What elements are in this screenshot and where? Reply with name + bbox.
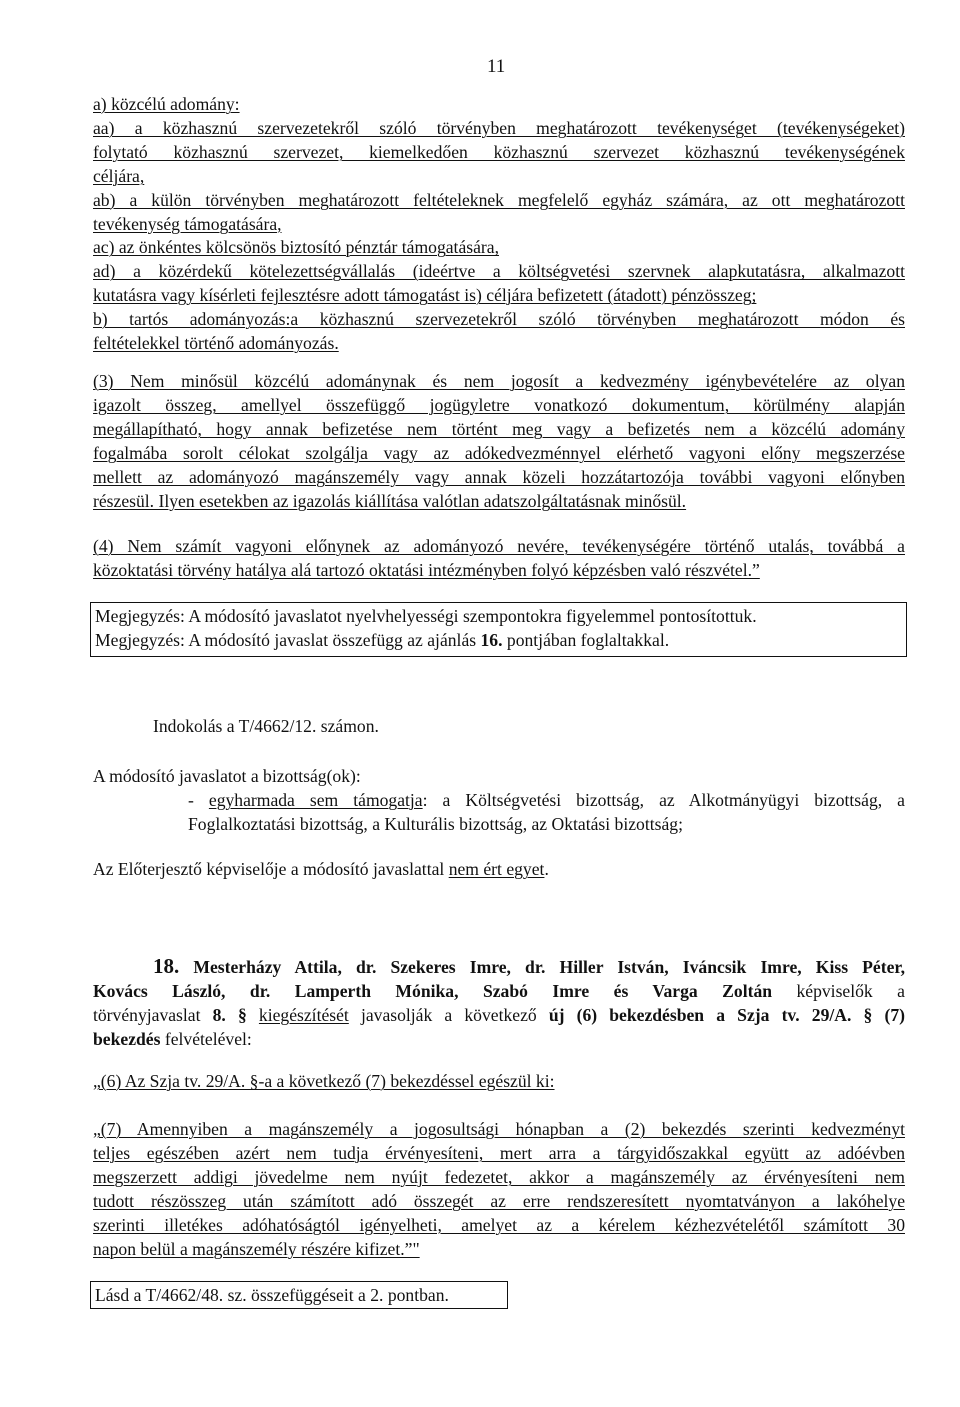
amendment-action: kiegészítését xyxy=(258,1004,349,1025)
committee-verdict-label: egyharmada sem támogatja xyxy=(208,790,423,810)
list-line: ab) a külön törvényben meghatározott feltételeknek megfelelő egyház számára, az ott meghatározott xyxy=(93,189,905,210)
quote-line: megszerzett addigi jövedelme nem nyújt fedezetet, akkor a magánszemély az érvényesíteni nem xyxy=(93,1166,905,1187)
para3-line: megállapítható, hogy annak befizetése nem történt meg vagy a befizetés nem a közcélú adomány xyxy=(93,418,905,439)
para4-line: (4) Nem számít vagyoni előnynek az adományozó nevére, tevékenységére történő utalás, továbbá a xyxy=(93,536,905,556)
quote-intro: „(6) Az Szja tv. 29/A. §-a a következő (7) bekezdéssel egészül ki: xyxy=(93,1071,555,1091)
amendment-number: 18. xyxy=(153,954,180,978)
amendment-line4-rest: felvételével: xyxy=(160,1028,252,1049)
quote-line: napon belül a magánszemély részére kifizet.”" xyxy=(93,1238,420,1259)
committee-dash: - xyxy=(188,790,209,810)
para3-line: részesül. Ilyen esetekben az igazolás kiállítása valótlan adatszolgáltatásnak minősül. xyxy=(93,490,687,511)
amendment-target: új (6) bekezdésben a Szja tv. 29/A. § (7) xyxy=(548,1004,905,1025)
committee-verdict xyxy=(188,789,905,837)
note-line-2-end: pontjában foglaltakkal. xyxy=(502,629,670,650)
list-line: feltételekkel történő adományozás. xyxy=(93,333,339,354)
amendment-line3-mid: javasolják a következő xyxy=(348,1004,549,1025)
list-line: a) közcélú adomány: xyxy=(93,94,240,114)
presenter-verdict: nem ért egyet xyxy=(448,859,545,879)
presenter-opinion xyxy=(93,858,905,882)
amendment-18 xyxy=(93,955,905,1052)
para3-line: (3) Nem minősül közcélú adománynak és nem jogosít a kedvezmény igénybevételére az olyan xyxy=(93,371,905,391)
list-block xyxy=(93,93,905,356)
paragraph-3 xyxy=(93,370,905,513)
amendment-authors-2-rest: képviselők a xyxy=(772,980,905,1001)
quote-line: tudott részösszeg után számított adó összegét az erre rendszeresített nyomtatványon a lakóhelye xyxy=(93,1190,905,1211)
amendment-section: 8. § xyxy=(212,1004,247,1025)
quote-line: „(7) Amennyiben a magánszemély a jogosultsági hónapban a (2) bekezdés szerinti kedvezményt xyxy=(93,1119,905,1139)
list-line: kutatásra vagy kísérleti fejlesztésre adott támogatást is) céljára befizetett (átadott) pénzösszeg; xyxy=(93,285,757,306)
quote-line: szerinti illetékes adóhatóságtól igényelheti, amelyet az a kérelem kézhezvételétől számított 30 xyxy=(93,1214,905,1235)
list-line: ac) az önkéntes kölcsönös biztosító pénztár támogatására, xyxy=(93,237,499,258)
note-line-2-text: Megjegyzés: A módosító javaslat összefügg az ajánlás xyxy=(95,629,481,650)
note-line-2 xyxy=(95,629,902,653)
list-line: b) tartós adományozás:a közhasznú szervezetekről szóló törvényben meghatározott módon és xyxy=(93,309,905,330)
presenter-end: . xyxy=(544,859,549,879)
list-line: tevékenység támogatására, xyxy=(93,213,282,234)
list-line: folytató közhasznú szervezet, kiemelkedően közhasznú szervezet közhasznú tevékenységének xyxy=(93,141,905,162)
page-number: 11 xyxy=(487,56,506,77)
quote-line: teljes egészében azért nem tudja érvényesíteni, mert arra a tárgyidőszakkal együtt az adóévben xyxy=(93,1142,905,1163)
list-line: ad) a közérdekű kötelezettségvállalás (ideértve a költségvetési szervnek alapkutatásra, alkalmazott xyxy=(93,261,905,282)
amendment-line4-bold: bekezdés xyxy=(93,1028,161,1049)
note-box xyxy=(90,602,907,657)
paragraph-4 xyxy=(93,535,905,583)
para3-line: fogalmába sorolt célokat szolgálja vagy az adókedvezménnyel elérhető vagyoni előny megszerzése xyxy=(93,442,905,463)
presenter-text: Az Előterjesztő képviselője a módosító javaslattal xyxy=(93,859,449,879)
amendment-authors-1: Mesterházy Attila, dr. Szekeres Imre, dr. Hiller István, Iváncsik Imre, Kiss Péter, xyxy=(193,957,905,977)
committee-list-2: Foglalkoztatási bizottság, a Kulturális bizottság, az Oktatási bizottság; xyxy=(188,813,683,834)
committee-intro: A módosító javaslatot a bizottság(ok): xyxy=(93,766,361,786)
list-line: aa) a közhasznú szervezetekről szóló törvényben meghatározott tevékenységet (tevékenységeket) xyxy=(93,117,905,138)
quote-paragraph-7 xyxy=(93,1118,905,1261)
para4-line: közoktatási törvény hatálya alá tartozó oktatási intézményben folyó képzésben való részvétel.” xyxy=(93,559,760,580)
para3-line: igazolt összeg, amellyel összefüggő jogügyletre vonatkozó dokumentum, körülmény alapján xyxy=(93,394,905,415)
reference-box: Lásd a T/4662/48. sz. összefüggéseit a 2. pontban. xyxy=(90,1281,508,1309)
committee-list-1: : a Költségvetési bizottság, az Alkotmányügyi bizottság, a xyxy=(422,790,905,810)
list-line: céljára, xyxy=(93,165,145,186)
justification: Indokolás a T/4662/12. számon. xyxy=(153,716,379,736)
para3-line: mellett az adományozó magánszemély vagy annak közeli hozzátartozója további vagyoni előnyben xyxy=(93,466,905,487)
note-point-number: 16. xyxy=(480,629,503,650)
amendment-line3-pre: törvényjavaslat xyxy=(93,1004,213,1025)
amendment-authors-2: Kovács László, dr. Lamperth Mónika, Szabó Imre és Varga Zoltán xyxy=(93,980,773,1001)
note-line-1: Megjegyzés: A módosító javaslatot nyelvhelyességi szempontokra figyelemmel pontosítottuk. xyxy=(95,606,757,626)
